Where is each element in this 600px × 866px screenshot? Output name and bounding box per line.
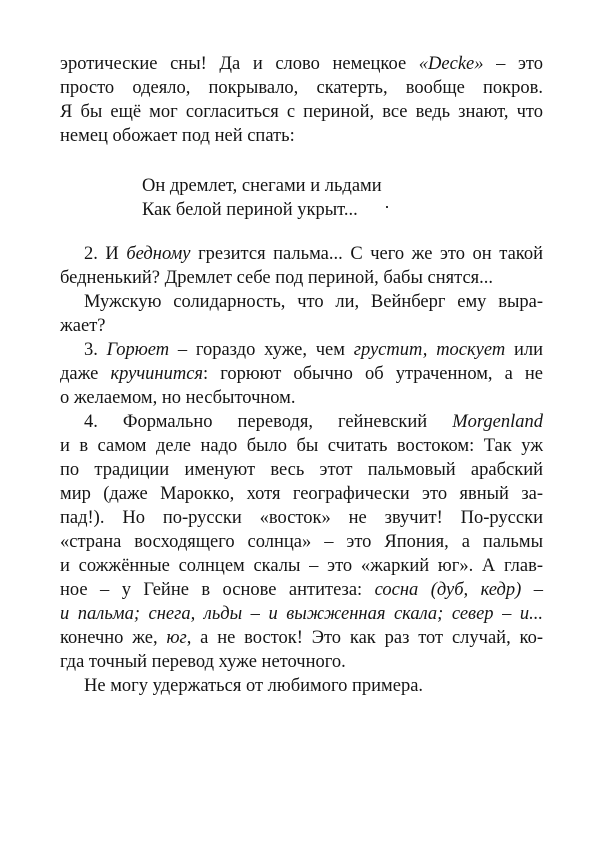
- note-2-line: 2. И бедному грезится пальма... С чего же это он такой: [84, 244, 543, 264]
- note-4-line: гда точный перевод хуже неточного.: [60, 652, 346, 672]
- text-line: просто одеяло, покрывало, скатерть, вообще покров.: [60, 78, 543, 98]
- page-text-2: [60, 242, 543, 698]
- text-line: эротические сны! Да и слово немецкое «Decke» – это: [60, 54, 543, 74]
- note-4-line: конечно же, юг, а не восток! Это как раз тот случай, ко-: [60, 628, 543, 648]
- text-line: немец обожает под ней спать:: [60, 126, 295, 146]
- note-2-line: бедненький? Дремлет себе под периной, бабы снятся...: [60, 268, 494, 288]
- note-4-line: «страна восходящего солнца» – это Япония, а пальмы: [60, 532, 543, 552]
- poem-quote: [142, 174, 382, 222]
- note-4-line: и пальма; снега, льды – и выжженная скала; север – и...: [60, 604, 543, 624]
- note-4-line: 4. Формально переводя, гейневский Morgenland: [84, 412, 543, 432]
- note-4-line: пад!). Но по-русски «восток» не звучит! По-русски: [60, 508, 543, 528]
- poem-line: Как белой периной укрыт...: [142, 200, 358, 220]
- text-line: Я бы ещё мог согласиться с периной, все ведь знают, что: [60, 102, 543, 122]
- note-3-line: 3. Горюет – гораздо хуже, чем грустит, тоскует или: [84, 340, 544, 360]
- paragraph-line: жает?: [60, 316, 106, 336]
- paragraph-line: Не могу удержаться от любимого примера.: [84, 676, 424, 696]
- note-4-line: мир (даже Марокко, хотя географически это явный за-: [60, 484, 543, 504]
- poem-line: Он дремлет, снегами и льдами: [142, 176, 382, 196]
- note-4-line: и в самом деле надо было бы считать востоком: Так уж: [60, 436, 543, 456]
- ink-speck: [386, 206, 388, 208]
- note-4-line: ное – у Гейне в основе антитеза: сосна (дуб, кедр) –: [60, 580, 543, 600]
- note-3-line: даже кручинится: горюют обычно об утраченном, а не: [60, 364, 544, 384]
- note-4-line: и сожжённые солнцем скалы – это «жаркий юг». А глав-: [60, 556, 543, 576]
- note-4-line: по традиции именуют весь этот пальмовый арабский: [60, 460, 543, 480]
- page-text: [60, 52, 543, 148]
- note-3-line: о желаемом, но несбыточном.: [60, 388, 296, 408]
- paragraph-line: Мужскую солидарность, что ли, Вейнберг ему выра-: [84, 292, 543, 312]
